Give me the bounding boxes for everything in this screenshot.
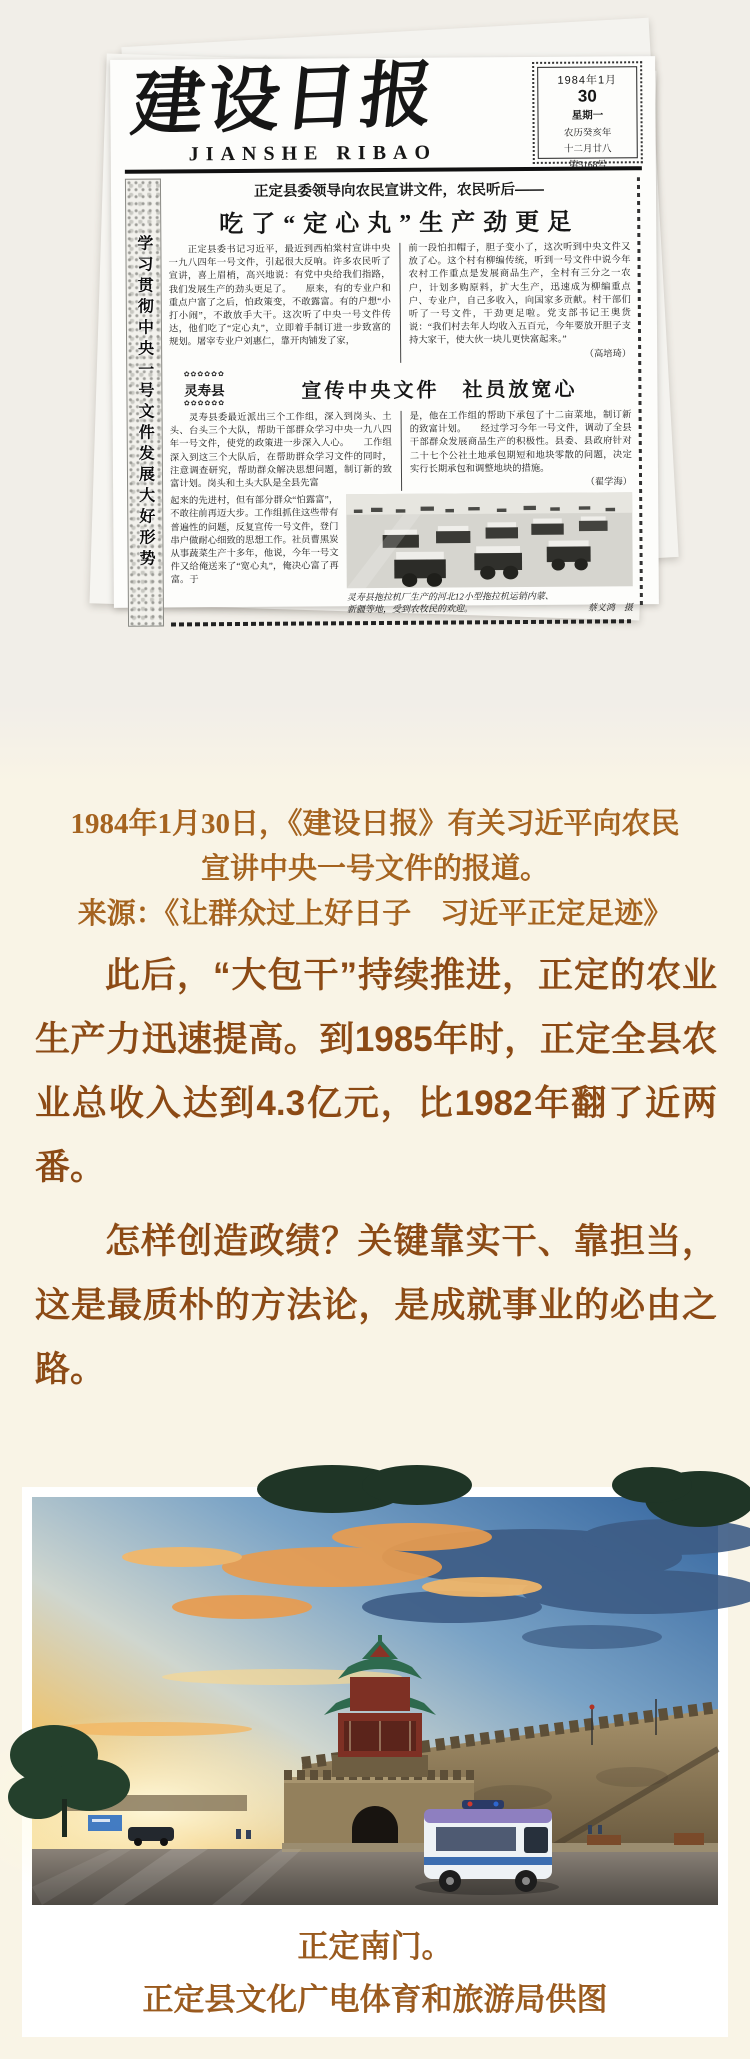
article2-location-block bbox=[169, 371, 239, 409]
article1-column-2 bbox=[399, 241, 631, 362]
photo-credit: 蔡义鸿 摄 bbox=[587, 602, 633, 613]
newspaper-date-box bbox=[537, 66, 638, 171]
article2-header bbox=[169, 368, 631, 409]
article1-column-2-text: 前一段怕扣帽子，胆子变小了，这次听到中央文件又放了心。这个村有柳编传统，听到一号文件中说今年农村工作重点是发展商品生产，全村有三分之一农户，计划多购原料，扩大生产，迅速成为柳编重点户、专业户，自己多收入，向国家多贡献。村干部们听了一号文件，干劲更足啦。党支部书记王奥货说：“我们村去年人均收入五百元，今年要放开胆子支持大家干，使大伙一块儿更快富起来。” bbox=[408, 242, 632, 347]
newspaper-caption bbox=[0, 802, 750, 937]
article2-column-2-text: 是，他在工作组的帮助下承包了十二亩菜地，制订新的致富计划。 经过学习今年一号文件，调动了全县干部群众发展商品生产的积极性。县委、县政府针对二十七个公社土地承包期短和地块零散的问题，决定实行长期承包和调整地块的措施。 bbox=[409, 410, 632, 475]
flower-ornament-icon: ✿✿✿✿✿✿ bbox=[183, 370, 225, 379]
decorative-wavy-rule bbox=[171, 620, 631, 627]
newspaper-photo-caption bbox=[347, 589, 633, 615]
tractor-photo-block bbox=[346, 492, 633, 615]
article2-byline: （翟学海） bbox=[585, 477, 633, 488]
article2-headline: 宣传中央文件 社员放宽心 bbox=[301, 378, 578, 403]
date-line: 1984年1月 bbox=[557, 74, 618, 87]
zhengding-south-gate-photo[interactable] bbox=[32, 1497, 718, 1905]
side-banner-text: 学习贯彻中央一号文件发展大好形势 bbox=[134, 234, 155, 571]
side-banner bbox=[125, 179, 164, 628]
article-body bbox=[35, 944, 717, 1412]
article1-kicker: 正定县委领导向农民宣讲文件，农民听后—— bbox=[253, 181, 545, 200]
photo-caption-credit: 正定县文化广电体育和旅游局供图 bbox=[142, 1982, 608, 2017]
caption-line-2: 宣讲中央一号文件的报道。 bbox=[200, 853, 549, 885]
article1-headline: 吃了“定心丸”生产劲更足 bbox=[219, 209, 580, 239]
date-line: 十二月廿八 bbox=[563, 144, 612, 155]
caption-line-1: 1984年1月30日，《建设日报》有关习近平向农民 bbox=[70, 808, 680, 840]
photo-caption-title: 正定南门。 bbox=[297, 1929, 453, 1964]
article1-byline: （高培琦） bbox=[584, 348, 632, 360]
article1-columns bbox=[168, 241, 631, 364]
tractor-photo bbox=[346, 492, 633, 588]
article2-location: 灵寿县 bbox=[184, 383, 225, 399]
newspaper-articles bbox=[168, 175, 645, 627]
article2-column-1: 灵寿县委最近派出三个工作组，深入到岗头、土头、台头三个大队，帮助干部群众学习中央一九八四年一号文件，使党的政策进一步深入人心。 工作组深入到这三个大队后，在帮助群众学习文件的同时，注意调查研究，帮助群众解决思想问题，制订新的致富计划。岗头和土头大队是全县先富 bbox=[169, 412, 392, 490]
newspaper-title: 建设日报 bbox=[127, 50, 442, 146]
issue-number: 第5168号 bbox=[568, 160, 607, 171]
body-paragraph-2: 怎样创造政绩？关键靠实干、靠担当，这是最质朴的方法论，是成就事业的必由之路。 bbox=[35, 1222, 717, 1389]
article2-column-2 bbox=[401, 409, 633, 491]
decorative-squiggle-border bbox=[637, 177, 643, 607]
body-paragraph-1: 此后，“大包干”持续推进，正定的农业生产力迅速提高。到1985年时，正定全县农业总收入达到4.3亿元，比1982年翻了近两番。 bbox=[35, 956, 717, 1187]
caption-source-line: 来源：《让群众过上好日子 习近平正定足迹》 bbox=[77, 898, 673, 930]
date-line: 星期一 bbox=[571, 109, 604, 122]
newspaper-scan[interactable] bbox=[96, 28, 662, 614]
date-line: 农历癸亥年 bbox=[563, 128, 612, 139]
article1-column-1: 正定县委书记习近平，最近到西柏棠村宣讲中央一九八四年一号文件，引起很大反响。许多农民听了宣讲，喜上眉梢，高兴地说：有党中央给我们指路，我们发展生产的劲头更足了。 原来，有的专业户和重点户富了之后，怕政策变，不敢露富。有的户想“小打小闹”，不敢放手大干。这次听了中央一号文件传达，他们吃了“定心丸”，立即着手制订进一步致富的规划。屠宰专业户刘惠仁，靠开肉铺发了家， bbox=[168, 243, 392, 348]
flower-ornament-icon: ✿✿✿✿✿✿ bbox=[183, 400, 226, 408]
newspaper-title-pinyin: JIANSHE RIBAO bbox=[188, 141, 438, 166]
newspaper-front-page bbox=[110, 50, 659, 615]
photo-caption-line2: 新疆等地，受到农牧民的欢迎。 bbox=[346, 603, 473, 615]
date-line: 30 bbox=[577, 86, 597, 106]
photo-card bbox=[22, 1487, 728, 2037]
article2-bottom-row bbox=[170, 492, 633, 617]
article2-narrow-column: 起来的先进村，但有部分群众“怕露富”，不敢往前再迈大步。工作组抓住这些带有普遍性的问题，反复宣传一号文件，登门串户做耐心细致的思想工作。社员曹黑炭从事蔬菜生产十多年，他说，今年一号文件又给俺送来了“宽心丸”，俺决心富了再富。于 bbox=[170, 495, 339, 586]
photo-caption-line1: 灵寿县拖拉机厂生产的河北12小型拖拉机运销内蒙、 bbox=[346, 591, 554, 603]
article2-columns bbox=[170, 409, 633, 492]
newspaper-section bbox=[0, 0, 750, 782]
newspaper-masthead bbox=[124, 50, 642, 171]
newspaper-body bbox=[125, 175, 645, 627]
